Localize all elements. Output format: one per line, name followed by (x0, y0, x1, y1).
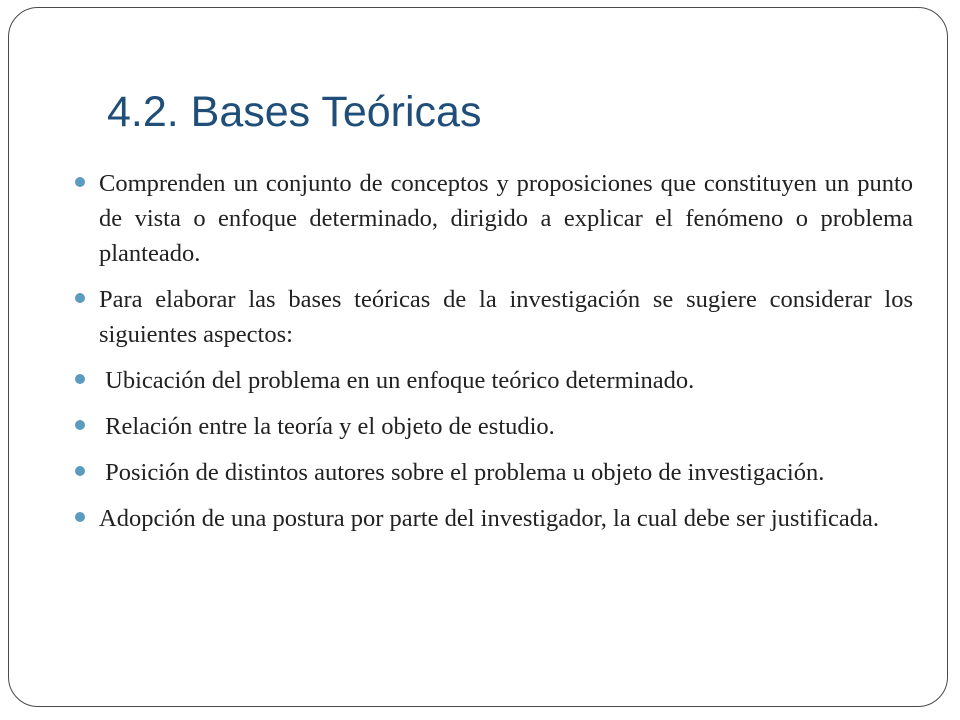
bullet-text: Comprenden un conjunto de conceptos y proposiciones que constituyen un punto de vista o enfoque determinado, dirigido a explicar el fenómeno o problema planteado. (99, 170, 913, 267)
list-item (71, 282, 913, 352)
list-item (71, 455, 913, 490)
bullet-dot-icon (75, 374, 85, 384)
list-item (71, 363, 913, 398)
bullet-dot-icon (75, 177, 85, 187)
bullet-dot-icon (75, 466, 85, 476)
bullet-list (71, 166, 913, 547)
bullet-dot-icon (75, 420, 85, 430)
bullet-dot-icon (75, 512, 85, 522)
bullet-dot-icon (75, 293, 85, 303)
list-item (71, 166, 913, 271)
bullet-text: Ubicación del problema en un enfoque teórico determinado. (105, 367, 695, 394)
slide-title: 4.2. Bases Teóricas (107, 88, 482, 136)
bullet-text: Posición de distintos autores sobre el problema u objeto de investigación. (105, 459, 825, 486)
bullet-text: Relación entre la teoría y el objeto de estudio. (105, 413, 555, 440)
slide-frame (8, 7, 948, 707)
bullet-text: Para elaborar las bases teóricas de la investigación se sugiere considerar los siguientes aspectos: (99, 286, 913, 348)
list-item (71, 409, 913, 444)
bullet-text: Adopción de una postura por parte del investigador, la cual debe ser justificada. (99, 505, 880, 532)
list-item (71, 501, 913, 536)
